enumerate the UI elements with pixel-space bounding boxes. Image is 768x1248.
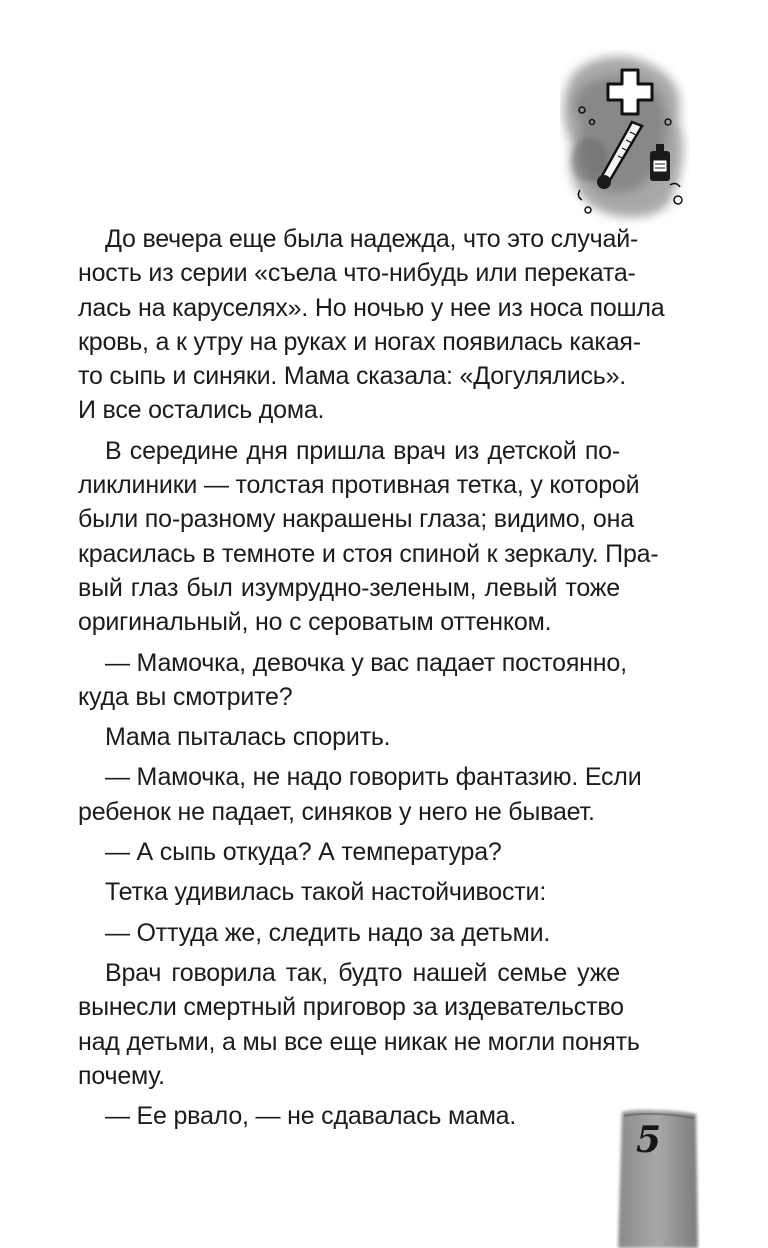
text-line: красилась в темноте и стоя спиной к зеркалу. Пра- (78, 539, 659, 568)
text-line: почему. (78, 1061, 165, 1090)
text-line: были по-разному накрашены глаза; видимо, она (78, 505, 634, 534)
text-line: — Оттуда же, следить надо за детьми. (105, 918, 551, 947)
text-line: Врач говорила так, будто нашей семье уже (105, 958, 620, 987)
text-line: До вечера еще была надежда, что это случай- (105, 225, 639, 253)
text-line: — Мамочка, не надо говорить фантазию. Если (105, 763, 642, 792)
text-line: то сыпь и синяки. Мама сказала: «Догулялись». (78, 362, 627, 391)
text-line: ребенок не падает, синяков у него не бывает. (78, 797, 595, 826)
text-line: Мама пыталась спорить. (105, 723, 391, 752)
text-line: вынесли смертный приговор за издевательство (78, 993, 624, 1022)
text-line: — Мамочка, девочка у вас падает постоянно, (105, 648, 627, 677)
text-line: Тетка удивилась такой настойчивости: (105, 878, 547, 907)
text-line: В середине дня пришла врач из детской по- (105, 436, 620, 465)
text-line: куда вы смотрите? (78, 682, 293, 711)
text-line: И все остались дома. (78, 396, 325, 425)
body-text (78, 222, 665, 1133)
text-line: ликлиники — толстая противная тетка, у которой (78, 471, 640, 500)
text-line: кровь, а к утру на руках и ногах появилась какая- (78, 327, 641, 356)
text-line: вый глаз был изумрудно-зеленым, левый тоже (78, 573, 620, 602)
text-line: — А сыпь откуда? А температура? (105, 838, 502, 867)
text-line: лась на каруселях». Но ночью у нее из носа пошла (78, 293, 665, 322)
text-line: — Ее рвало, — не сдавалась мама. (105, 1102, 517, 1131)
page-number: 5 (636, 1119, 662, 1161)
medical-illustration (560, 50, 690, 225)
text-line: ность из серии «съела что-нибудь или переката- (78, 259, 636, 288)
text-line: над детьми, а мы все еще никак не могли понять (78, 1027, 640, 1056)
text-line: оригинальный, но с сероватым оттенком. (78, 608, 552, 637)
